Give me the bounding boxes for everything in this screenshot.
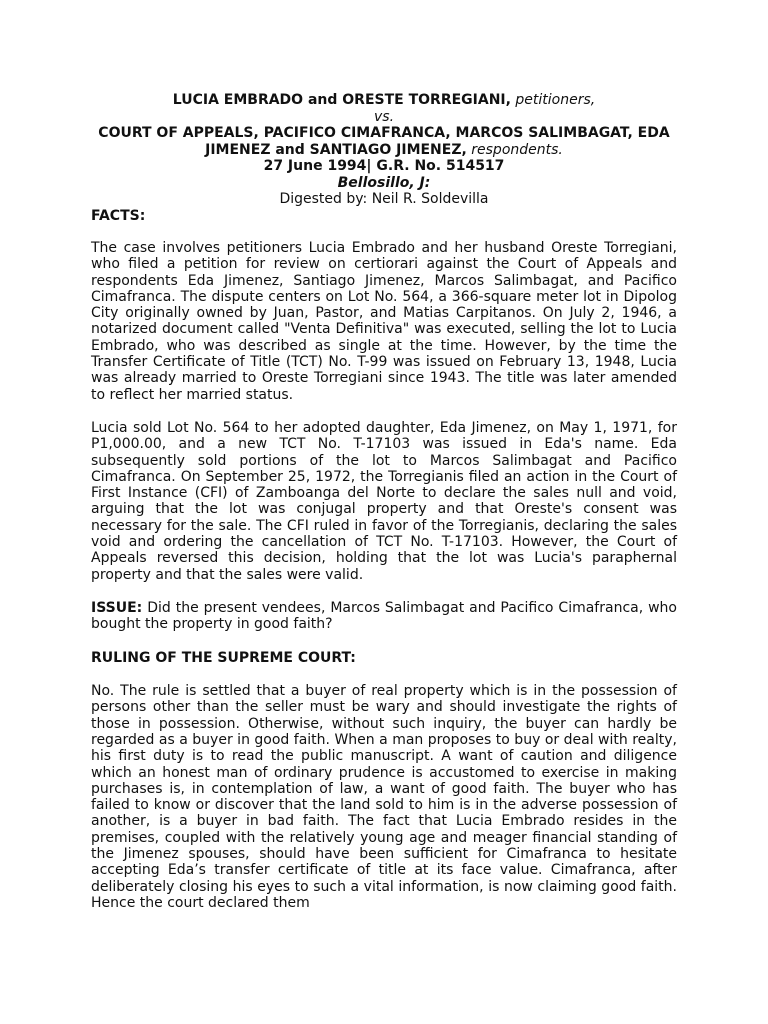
issue-text: Did the present vendees, Marcos Salimbagat and Pacifico Cimafranca, who bought the property in good faith? xyxy=(91,599,677,633)
digested-by: Digested by: Neil R. Soldevilla xyxy=(279,191,489,207)
date-and-case-number: 27 June 1994| G.R. No. 514517 xyxy=(263,158,505,174)
versus-line: vs. xyxy=(373,108,395,125)
case-digest-page xyxy=(91,92,677,911)
petitioners-line xyxy=(91,92,677,109)
respondents-role: respondents. xyxy=(471,141,563,158)
ruling-paragraph-1: No. The rule is settled that a buyer of real property which is in the possession of persons other than the seller must be wary and should investigate the rights of those in possession. Otherwise, without such inquiry, the buyer can hardly be regarded as a buyer in good faith. When a man proposes to buy or deal with realty, his first duty is to read the public manuscript. A want of caution and diligence which an honest man of ordinary prudence is accustomed to exercise in making purchases is, in contemplation of law, a want of good faith. The buyer who has failed to know or discover that the land sold to him is in the adverse possession of another, is a buyer in bad faith. The fact that Lucia Embrado resides in the premises, coupled with the relatively young age and meager financial standing of the Jimenez spouses, should have been sufficient for Cimafranca to hesitate accepting Eda’s transfer certificate of title at its face value. Cimafranca, after deliberately closing his eyes to such a vital information, is now claiming good faith. Hence the court declared them xyxy=(91,683,677,911)
facts-paragraph-2: Lucia sold Lot No. 564 to her adopted daughter, Eda Jimenez, on May 1, 1971, for P1,000.00, and a new TCT No. T-17103 was issued in Eda's name. Eda subsequently sold portions of the lot to Marcos Salimbagat and Pacifico Cimafranca. On September 25, 1972, the Torregianis filed an action in the Court of First Instance (CFI) of Zamboanga del Norte to declare the sales null and void, arguing that the lot was conjugal property and that Oreste's consent was necessary for the sale. The CFI ruled in favor of the Torregianis, declaring the sales void and ordering the cancellation of TCT No. T-17103. However, the Court of Appeals reversed this decision, holding that the lot was Lucia's paraphernal property and that the sales were valid. xyxy=(91,419,677,583)
ponente: Bellosillo, J: xyxy=(337,174,431,191)
respondents-line xyxy=(91,125,677,158)
issue-label: ISSUE: xyxy=(91,599,143,616)
petitioners-names: LUCIA EMBRADO and ORESTE TORREGIANI, xyxy=(172,92,511,108)
facts-paragraph-1: The case involves petitioners Lucia Embrado and her husband Oreste Torregiani, who filed a petition for review on certiorari against the Court of Appeals and respondents Eda Jimenez, Santiago Jimenez, Marcos Salimbagat, and Pacifico Cimafranca. The dispute centers on Lot No. 564, a 366-square meter lot in Dipolog City originally owned by Juan, Pastor, and Matias Carpitanos. On July 2, 1946, a notarized document called "Venta Definitiva" was executed, selling the lot to Lucia Embrado, who was described as single at the time. However, by the time the Transfer Certificate of Title (TCT) No. T-99 was issued on February 13, 1948, Lucia was already married to Oreste Torregiani since 1943. The title was later amended to reflect her married status. xyxy=(91,240,677,403)
issue-paragraph xyxy=(91,600,677,633)
petitioners-role: petitioners, xyxy=(515,92,596,108)
ruling-heading: RULING OF THE SUPREME COURT: xyxy=(91,649,356,666)
case-header xyxy=(91,92,677,208)
facts-heading: FACTS: xyxy=(91,207,146,224)
respondents-names: COURT OF APPEALS, PACIFICO CIMAFRANCA, MARCOS SALIMBAGAT, EDA JIMENEZ and SANTIAGO JIMENEZ, xyxy=(98,125,670,158)
